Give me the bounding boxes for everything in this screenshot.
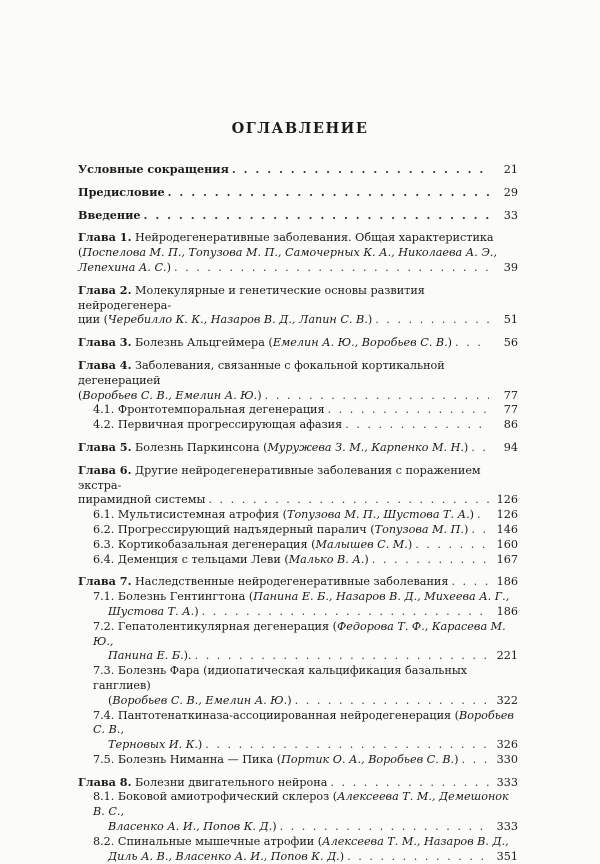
toc-entry-chapter-7[interactable]: Глава 7. Наследственные нейродегенеративные заболевания . . . 186 7.1. Болезнь Гентингтона (Панина Е. Б., Назаров В. Д., Михеева А. Г., Шустова Т. А.) . . . 186 7.2. Гепатолентикулярная дегенерация (Федорова Т. Ф., Карасева М. Ю., Панина Е. Б.). . . . 221 7.3. Болезнь Фара (идиопатическая кальцификация базальных ганглиев) (Воробьев С. В., Емелин А. Ю.) . . . 322 7.4. Пантотенаткиназа-ассоциированная нейродегенерация (Воробьев С. В., Терновых И. К.) . . . 326 7.5. Болезнь Ниманна — Пика (Портик О. А., Воробьев С. В.) . . . 330 <box>78 574 518 767</box>
leader-dots <box>144 208 489 223</box>
leader-dots <box>451 575 489 590</box>
page-number: 21 <box>503 163 518 176</box>
toc-subentry[interactable]: 6.3. Кортикобазальная дегенерация (Малышев С. М.) . . . 160 <box>78 538 518 553</box>
leader-dots <box>195 649 489 664</box>
page-number: 167 <box>496 552 518 566</box>
page-number: 326 <box>496 738 518 752</box>
page-number: 51 <box>503 313 518 327</box>
page-number: 322 <box>496 693 518 707</box>
leader-dots <box>330 776 489 791</box>
leader-dots <box>265 389 489 404</box>
toc-entry-chapter-5[interactable]: Глава 5. Болезнь Паркинсона (Муружева З. М., Карпенко М. Н.) . . . 94 <box>78 440 518 456</box>
page-number: 33 <box>503 208 518 222</box>
toc-entry-chapter-3[interactable]: Глава 3. Болезнь Альцгеймера (Емелин А. Ю., Воробьев С. В.) . . . 56 <box>78 335 518 351</box>
leader-dots <box>202 605 489 620</box>
leader-dots <box>345 418 489 433</box>
leader-dots <box>174 261 489 276</box>
leader-dots <box>477 508 489 523</box>
page-number: 333 <box>496 775 518 789</box>
toc-subentry[interactable]: 6.4. Деменция с тельцами Леви (Малько В. А.) . . . 167 <box>78 553 518 568</box>
page-number: 186 <box>496 604 518 618</box>
page-number: 94 <box>503 440 518 454</box>
table-of-contents <box>78 162 518 864</box>
page-number: 160 <box>496 537 518 551</box>
leader-dots <box>415 538 489 553</box>
toc-entry-chapter-6[interactable]: Глава 6. Другие нейродегенеративные заболевания с поражением экстра- пирамидной системы . . . 126 6.1. Мультисистемная атрофия (Топузова М. П., Шустова Т. А.) . . . 126 6.2. Прогрессирующий надъядерный паралич (Топузова М. П.) . . . 146 6.3. Кортикобазальная дегенерация (Малышев С. М.) . . . 160 6.4. Деменция с тельцами Леви (Малько В. А.) . . . 167 <box>78 463 518 568</box>
page-number: 86 <box>503 418 518 432</box>
toc-subentry[interactable]: 4.1. Фронтотемпоральная дегенерация . . . 77 <box>78 403 518 418</box>
leader-dots <box>471 523 489 538</box>
leader-dots <box>461 753 489 768</box>
toc-subentry[interactable]: 6.2. Прогрессирующий надъядерный паралич (Топузова М. П.) . . . 146 <box>78 523 518 538</box>
leader-dots <box>375 313 489 328</box>
page-number: 221 <box>496 649 518 663</box>
page-title: ОГЛАВЛЕНИЕ <box>231 120 369 137</box>
page-number: 56 <box>503 336 518 350</box>
toc-subentry[interactable]: 7.3. Болезнь Фара (идиопатическая кальцификация базальных ганглиев) (Воробьев С. В., Емелин А. Ю.) . . . 322 <box>78 664 518 708</box>
toc-subentry[interactable]: 4.2. Первичная прогрессирующая афазия . . . 86 <box>78 418 518 433</box>
page-number: 351 <box>496 849 518 863</box>
page-number: 126 <box>496 508 518 522</box>
toc-entry-chapter-4[interactable]: Глава 4. Заболевания, связанные с фокальной кортикальной дегенерацией (Воробьев С. В., Емелин А. Ю.) . . . 77 4.1. Фронтотемпоральная дегенерация . . . 77 4.2. Первичная прогрессирующая афазия . . . 86 <box>78 358 518 433</box>
toc-entry-introduction[interactable]: Введение . . . 33 <box>78 208 518 224</box>
page-number: 77 <box>503 403 518 417</box>
toc-entry-chapter-8[interactable]: Глава 8. Болезни двигательного нейрона . . . 333 8.1. Боковой амиотрофический склероз (Алексеева Т. М., Демешонок В. С., Власенко А. И., Попов К. Д.) . . . 333 8.2. Спинальные мышечные атрофии (Алексеева Т. М., Назаров В. Д., Диль А. В., Власенко А. И., Попов К. Д.) . . . 351 <box>78 775 518 864</box>
page-number: 29 <box>503 185 518 199</box>
toc-subentry[interactable]: 8.1. Боковой амиотрофический склероз (Алексеева Т. М., Демешонок В. С., Власенко А. И., Попов К. Д.) . . . 333 <box>78 790 518 834</box>
page-number: 186 <box>496 575 518 589</box>
leader-dots <box>328 403 489 418</box>
page-number: 333 <box>496 820 518 834</box>
page-number: 77 <box>503 388 518 402</box>
leader-dots <box>232 162 489 177</box>
toc-subentry[interactable]: 6.1. Мультисистемная атрофия (Топузова М. П., Шустова Т. А.) . . . 126 <box>78 508 518 523</box>
leader-dots <box>471 441 489 456</box>
toc-subentry[interactable]: 7.2. Гепатолентикулярная дегенерация (Федорова Т. Ф., Карасева М. Ю., Панина Е. Б.). . . . 221 <box>78 620 518 664</box>
leader-dots <box>295 694 489 709</box>
toc-subentry[interactable]: 7.5. Болезнь Ниманна — Пика (Портик О. А., Воробьев С. В.) . . . 330 <box>78 753 518 768</box>
leader-dots <box>372 553 489 568</box>
toc-subentry[interactable]: 7.1. Болезнь Гентингтона (Панина Е. Б., Назаров В. Д., Михеева А. Г., Шустова Т. А.) . . . 186 <box>78 590 518 620</box>
leader-dots <box>208 493 489 508</box>
page-number: 146 <box>496 522 518 536</box>
leader-dots <box>168 185 489 200</box>
leader-dots <box>455 336 489 351</box>
leader-dots <box>205 738 489 753</box>
toc-subentry[interactable]: 7.4. Пантотенаткиназа-ассоциированная нейродегенерация (Воробьев С. В., Терновых И. К.) . . . 326 <box>78 709 518 753</box>
toc-entry-abbreviations[interactable]: Условные сокращения . . . 21 <box>78 162 518 178</box>
toc-entry-chapter-2[interactable]: Глава 2. Молекулярные и генетические основы развития нейродегенера- ции (Черебилло К. К., Назаров В. Д., Лапин С. В.) . . . 51 <box>78 283 518 328</box>
page-number: 126 <box>496 493 518 507</box>
leader-dots <box>280 820 489 835</box>
page-number: 330 <box>496 752 518 766</box>
leader-dots <box>347 850 489 864</box>
page-number: 39 <box>503 260 518 274</box>
toc-subentry[interactable]: 8.2. Спинальные мышечные атрофии (Алексеева Т. М., Назаров В. Д., Диль А. В., Власенко А. И., Попов К. Д.) . . . 351 <box>78 835 518 864</box>
toc-entry-preface[interactable]: Предисловие . . . 29 <box>78 185 518 201</box>
toc-entry-chapter-1[interactable]: Глава 1. Нейродегенеративные заболевания. Общая характеристика (Поспелова М. П., Топузова М. П., Самочерных К. А., Николаева А. Э., Лепехина А. С.) . . . 39 <box>78 230 518 275</box>
